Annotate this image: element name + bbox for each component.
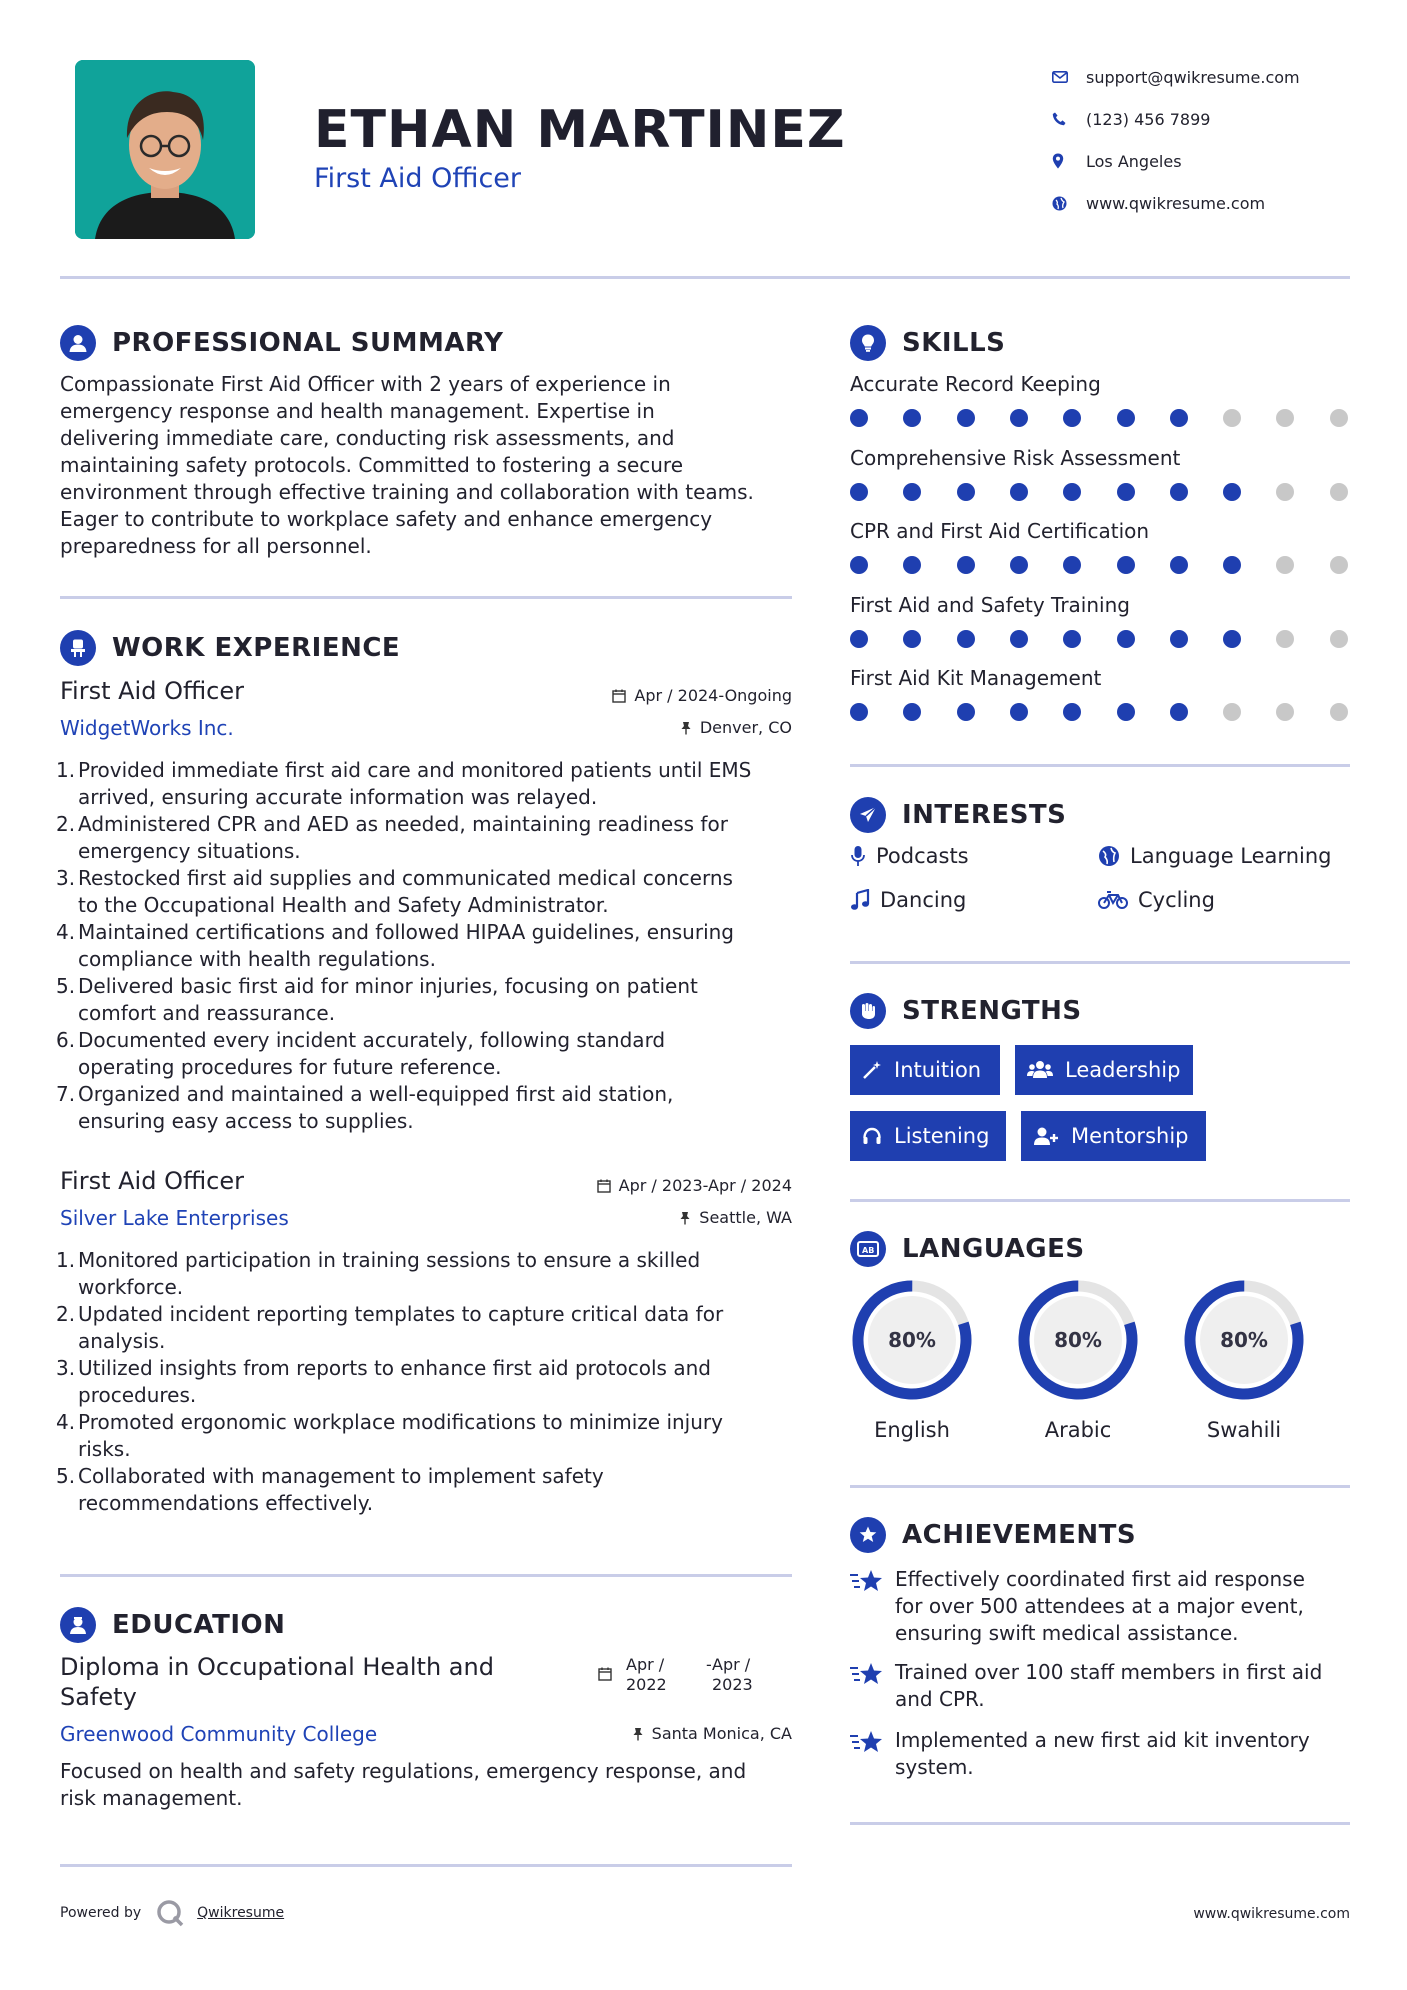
star-badge-icon [850,1662,884,1690]
music-note-icon [850,889,870,911]
rating-dot-filled [903,703,921,721]
briefcase-icon [60,630,96,666]
map-pin-icon [1052,153,1086,169]
rating-dot-filled [1010,703,1028,721]
summary-heading: PROFESSIONAL SUMMARY [60,325,503,361]
calendar-icon [598,1667,612,1681]
rating-dot-filled [1063,409,1081,427]
globe-icon [1098,845,1120,867]
skill-name: CPR and First Aid Certification [850,519,1150,543]
star-badge-icon [850,1730,884,1758]
list-item: 5. Delivered basic first aid for minor injuries, focusing on patient comfort and reassurance. [56,974,698,1025]
svg-text:AB: AB [862,1246,875,1255]
education-location: Santa Monica, CA [500,1724,792,1743]
rating-dot-filled [1117,703,1135,721]
pushpin-icon [680,721,692,735]
fist-icon [850,993,886,1029]
rating-dot-filled [1063,483,1081,501]
interests-heading: INTERESTS [850,797,1066,833]
job-1-role: First Aid Officer [60,677,245,705]
interest-cycling: Cycling [1098,888,1215,912]
degree-title: Diploma in Occupational Health and Safety [60,1653,494,1711]
rating-dot-empty [1330,703,1348,721]
rating-dot-filled [1010,483,1028,501]
rating-dot-filled [1117,483,1135,501]
job-1-responsibilities [56,757,800,1135]
job-2-responsibilities [56,1247,800,1517]
job-1-location: Denver, CO [500,718,792,737]
headphones-icon [862,1126,882,1146]
strength-listening: Listening [850,1111,1006,1161]
location-text: Los Angeles [1086,151,1182,171]
job-2-company: Silver Lake Enterprises [60,1206,289,1230]
school-name: Greenwood Community College [60,1722,378,1746]
achievement-item: Implemented a new first aid kit inventory system. [895,1728,1310,1779]
rating-dot-filled [1117,556,1135,574]
rating-dot-filled [850,556,868,574]
experience-divider [60,1574,792,1577]
rating-dot-filled [1223,556,1241,574]
phone-text: (123) 456 7899 [1086,109,1211,129]
list-item: 4. Promoted ergonomic workplace modifications to minimize injury risks. [56,1410,723,1461]
experience-heading: WORK EXPERIENCE [60,630,400,666]
list-item: 6. Documented every incident accurately, following standard operating procedures for future reference. [56,1028,666,1079]
candidate-title: First Aid Officer [314,163,522,194]
achievement-item: Effectively coordinated first aid response for over 500 attendees at a major event, ensuring swift medical assistance. [895,1567,1305,1645]
footer-brand-link[interactable]: Qwikresume [197,1905,285,1921]
rating-dot-filled [903,409,921,427]
rating-dot-filled [850,483,868,501]
graduate-icon [60,1607,96,1643]
list-item: 5. Collaborated with management to implement safety recommendations effectively. [56,1464,604,1515]
rating-dot-filled [1063,556,1081,574]
rating-dot-filled [1063,703,1081,721]
skill-name: First Aid Kit Management [850,666,1102,690]
list-item: 1. Monitored participation in training sessions to ensure a skilled workforce. [56,1248,701,1299]
contact-website[interactable] [1052,182,1382,224]
globe-icon [1052,196,1086,211]
footer-website[interactable]: www.qwikresume.com [1193,1906,1350,1922]
languages-heading: AB LANGUAGES [850,1231,1085,1267]
rating-dot-filled [1223,630,1241,648]
skill-name: First Aid and Safety Training [850,592,1130,617]
interest-podcasts: Podcasts [850,844,969,868]
language-name: Swahili [1206,1418,1282,1442]
skill-name: Comprehensive Risk Assessment [850,445,1181,470]
education-heading: EDUCATION [60,1607,285,1643]
list-item: 1. Provided immediate first aid care and monitored patients until EMS arrived, ensuring accurate information was relayed. [56,758,752,809]
calendar-icon [597,1179,611,1193]
rating-dot-filled [850,703,868,721]
rating-dot-filled [903,556,921,574]
header-divider [60,276,1350,279]
strengths-heading: STRENGTHS [850,993,1082,1029]
award-icon [850,1517,886,1553]
achievements-heading: ACHIEVEMENTS [850,1517,1136,1553]
rating-dot-filled [1063,630,1081,648]
microphone-icon [850,845,866,867]
achievement-item: Trained over 100 staff members in first aid and CPR. [895,1660,1323,1711]
rating-dot-empty [1276,703,1294,721]
website-text: www.qwikresume.com [1086,193,1266,213]
user-icon [60,325,96,361]
paper-plane-icon [850,797,886,833]
job-2-role: First Aid Officer [60,1167,245,1195]
rating-dot-empty [1223,703,1241,721]
rating-dot-filled [957,630,975,648]
footer-powered-by: Powered by Qwikresume [60,1898,284,1928]
rating-dot-filled [850,409,868,427]
contact-location [1052,140,1382,182]
star-badge-icon [850,1569,884,1597]
users-icon [1027,1060,1053,1080]
rating-dot-filled [1170,483,1188,501]
user-plus-icon [1033,1126,1059,1146]
education-divider [60,1864,792,1867]
list-item: 3. Restocked first aid supplies and communicated medical concerns to the Occupational Health and Safety Administrator. [56,866,733,917]
lightbulb-icon [850,325,886,361]
list-item: 4. Maintained certifications and followed HIPAA guidelines, ensuring compliance with health regulations. [56,920,734,971]
summary-text: Compassionate First Aid Officer with 2 years of experience in emergency response and health management. Expertise in delivering immediate care, conducting risk assessments, and maintaining safety protocols. Committed to fostering a secure environment through effective training and collaboration with teams. Eager to contribute to workplace safety and enhance emergency preparedness for all personnel. [60,372,754,558]
interest-dancing: Dancing [850,888,966,912]
rating-dot-empty [1276,483,1294,501]
pushpin-icon [679,1211,691,1225]
language-percent: 80% [888,1328,936,1352]
language-percent: 80% [1054,1328,1102,1352]
rating-dot-empty [1276,630,1294,648]
interests-divider [850,961,1350,964]
rating-dot-filled [903,483,921,501]
rating-dot-empty [1330,630,1348,648]
education-description: Focused on health and safety regulations, emergency response, and risk management. [60,1759,747,1810]
rating-dot-empty [1276,409,1294,427]
rating-dot-filled [957,483,975,501]
language-item [850,1278,974,1442]
language-name: Arabic [1044,1418,1112,1442]
list-item: 7. Organized and maintained a well-equipped first aid station, ensuring easy access to supplies. [56,1082,674,1133]
job-2-dates: Apr / 2023-Apr / 2024 [500,1176,792,1195]
interest-language-learning: Language Learning [1098,844,1331,868]
rating-dot-filled [1170,556,1188,574]
email-text: support@qwikresume.com [1086,67,1300,87]
contact-list [1052,56,1382,224]
strength-leadership: Leadership [1015,1045,1193,1095]
qwikresume-logo-icon [155,1898,185,1928]
list-item: 3. Utilized insights from reports to enhance first aid protocols and procedures. [56,1356,711,1407]
rating-dot-filled [957,409,975,427]
summary-divider [60,596,792,599]
rating-dot-filled [1170,630,1188,648]
rating-dot-empty [1276,556,1294,574]
language-item [1182,1278,1306,1442]
rating-dot-filled [957,703,975,721]
resume-page: ETHAN MARTINEZ First Aid Officer support@qwikresume.com (123) 456 7899 Los Angeles www.qwikresume.com PROFESSIONAL SUMMARY Compassionate First Aid Officer with 2 years of experience in emergency response and health management. Expertise in delivering immediate care, conducting risk assessments, and maintaining safety protocols. Committed to fostering a secure environment through effective training and collaboration with teams. Eager to contribute to workplace safety and enhance emergency preparedness for all personnel. WORK EXPERIENCE First Aid Officer Apr / 2024-Ongoing WidgetWorks Inc. Denver, CO 1. Provided immediate first aid care and monitored patients until EMS arrived, ensuring accurate information was relayed. 2. Administered CPR and AED as needed, maintaining readiness for emergency situations. 3. Restocked first aid supplies and communicated medical concerns to the Occupational Health and Safety Administrator. 4. Maintained certifications and followed HIPAA guidelines, ensuring compliance with health regulations. 5. Delivered basic first aid for minor injuries, focusing on patient comfort and reassurance. 6. Documented every incident accurately, following standard operating procedures for future reference. 7. Organized and maintained a well-equipped first aid station, ensuring easy access to supplies. First Aid Officer Apr / 2023-Apr / 2024 Silver Lake Enterprises Seattle, WA 1. Monitored participation in training sessions to ensure a skilled workforce. 2. Updated incident reporting templates to capture critical data for analysis. 3. Utilized insights from reports to enhance first aid protocols and procedures. 4. Promoted ergonomic workplace modifications to minimize injury risks. 5. Collaborated with management to implement safety recommendations effectively. EDUCATION Diploma in Occupational Health and Safety Apr / 2022 - Apr / 2023 Greenwood Community College Santa Monica, CA Focused on health and safety regulations, emergency response, and risk management. SKILLS Accurate Record Keeping Comprehensive Risk Assessment CPR and First Aid Certification First Aid and Safety Training First Aid Kit Management INTERESTS Podcasts Language Learning Dancing Cycling STRENGTHS Intuition Leadership Listening Mentorship AB LANGUAGES 80% English 80% Arabic 80% Swahili ACHIEVEMENTS Effectively coordinated first aid response for over 500 attendees at a major event, ensuring swift medical assistance. Trained over 100 staff members in first aid and CPR. Implemented a new first aid kit inventory system. Powered by Qwikresume www.qwikresume.com [0,0,1407,1990]
phone-icon [1052,112,1086,126]
skills-divider [850,764,1350,767]
rating-dot-filled [1010,409,1028,427]
list-item: 2. Administered CPR and AED as needed, maintaining readiness for emergency situations. [56,812,728,863]
skills-heading: SKILLS [850,325,1005,361]
bicycle-icon [1098,890,1128,910]
contact-email[interactable] [1052,56,1382,98]
language-name: English [874,1418,950,1442]
candidate-name: ETHAN MARTINEZ [314,100,846,160]
rating-dot-filled [957,556,975,574]
strength-intuition: Intuition [850,1045,1000,1095]
job-1-company: WidgetWorks Inc. [60,716,234,740]
language-percent: 80% [1220,1328,1268,1352]
languages-divider [850,1485,1350,1488]
rating-dot-filled [1170,409,1188,427]
rating-dot-empty [1330,556,1348,574]
rating-dot-empty [1330,483,1348,501]
rating-dot-filled [1117,630,1135,648]
rating-dot-filled [1223,483,1241,501]
rating-dot-filled [1117,409,1135,427]
strengths-divider [850,1199,1350,1202]
magic-wand-icon [862,1060,882,1080]
pushpin-icon [632,1727,644,1741]
calendar-icon [612,689,626,703]
job-2-location: Seattle, WA [500,1208,792,1227]
rating-dot-empty [1330,409,1348,427]
rating-dot-filled [850,630,868,648]
list-item: 2. Updated incident reporting templates to capture critical data for analysis. [56,1302,724,1353]
rating-dot-filled [1170,703,1188,721]
id-card-icon [850,1231,886,1267]
contact-phone[interactable] [1052,98,1382,140]
job-1-dates: Apr / 2024-Ongoing [500,686,792,705]
rating-dot-filled [1010,556,1028,574]
language-item [1016,1278,1140,1442]
rating-dot-filled [1010,630,1028,648]
profile-photo [75,60,255,239]
rating-dot-filled [903,630,921,648]
strength-mentorship: Mentorship [1021,1111,1206,1161]
achievements-divider [850,1822,1350,1825]
envelope-icon [1052,71,1086,83]
skill-name: Accurate Record Keeping [850,372,1101,396]
rating-dot-empty [1223,409,1241,427]
